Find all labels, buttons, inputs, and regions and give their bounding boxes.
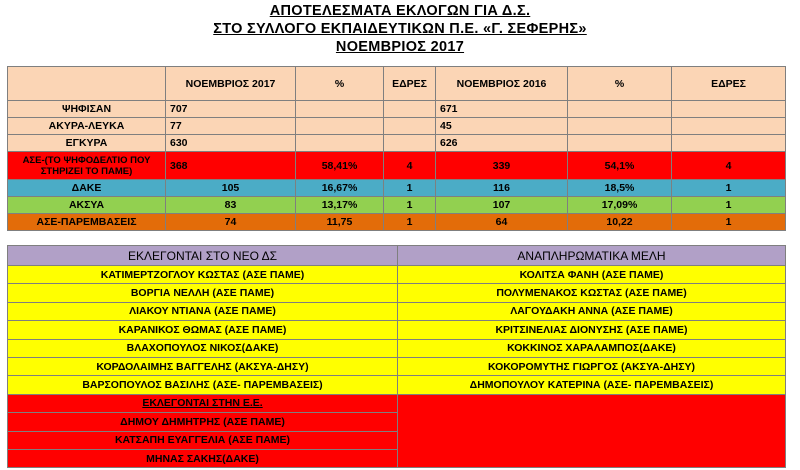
results-header-row xyxy=(8,67,786,101)
seats-2016 xyxy=(672,118,786,135)
substitute-member: ΛΑΓΟΥΔΑΚΗ ΑΝΝΑ (ΑΣΕ ΠΑΜΕ) xyxy=(398,302,786,320)
seats-2017 xyxy=(384,135,436,152)
header-percent-2016: % xyxy=(568,67,672,101)
board-member: ΚΟΡΔΟΛΑΙΜΗΣ ΒΑΓΓΕΛΗΣ (ΑΚΣΥΑ-ΔΗΣΥ) xyxy=(8,357,398,375)
list-item xyxy=(8,321,786,339)
row-label: ΨΗΦΙΣΑΝ xyxy=(8,101,166,118)
row-label: ΔΑΚΕ xyxy=(8,180,166,197)
document-title xyxy=(0,2,800,56)
seats-2016: 4 xyxy=(672,152,786,180)
seats-2017: 1 xyxy=(384,214,436,231)
table-row-ase-pame xyxy=(8,152,786,180)
list-item xyxy=(8,339,786,357)
percent-2016 xyxy=(568,118,672,135)
seats-2017: 4 xyxy=(384,152,436,180)
substitute-member: ΔΗΜΟΠΟΥΛΟΥ ΚΑΤΕΡΙΝΑ (ΑΣΕ- ΠΑΡΕΜΒΑΣΕΙΣ) xyxy=(398,376,786,394)
votes-2017: 83 xyxy=(166,197,296,214)
percent-2017: 11,75 xyxy=(296,214,384,231)
ee-member: ΚΑΤΣΑΠΗ ΕΥΑΓΓΕΛΙΑ (ΑΣΕ ΠΑΜΕ) xyxy=(8,431,398,449)
percent-2016: 54,1% xyxy=(568,152,672,180)
percent-2017: 58,41% xyxy=(296,152,384,180)
row-label: ΑΚΣΥΑ xyxy=(8,197,166,214)
votes-2016: 626 xyxy=(436,135,568,152)
percent-2016: 18,5% xyxy=(568,180,672,197)
results-table xyxy=(7,66,786,231)
votes-2016: 107 xyxy=(436,197,568,214)
percent-2016: 17,09% xyxy=(568,197,672,214)
board-member: ΒΛΑΧΟΠΟΥΛΟΣ ΝΙΚΟΣ(ΔΑΚΕ) xyxy=(8,339,398,357)
seats-2017 xyxy=(384,101,436,118)
percent-2016: 10,22 xyxy=(568,214,672,231)
ee-member: ΜΗΝΑΣ ΣΑΚΗΣ(ΔΑΚΕ) xyxy=(8,449,398,467)
votes-2017: 630 xyxy=(166,135,296,152)
percent-2017: 13,17% xyxy=(296,197,384,214)
percent-2017 xyxy=(296,118,384,135)
votes-2016: 339 xyxy=(436,152,568,180)
table-row xyxy=(8,101,786,118)
header-label xyxy=(8,67,166,101)
seats-2016 xyxy=(672,101,786,118)
list-item xyxy=(8,284,786,302)
votes-2017: 707 xyxy=(166,101,296,118)
members-header-row xyxy=(8,246,786,266)
votes-2016: 671 xyxy=(436,101,568,118)
votes-2016: 45 xyxy=(436,118,568,135)
board-header: ΕΚΛΕΓΟΝΤΑΙ ΣΤΟ ΝΕΟ ΔΣ xyxy=(8,246,398,266)
row-label: ΑΣΕ-(ΤΟ ΨΗΦΟΔΕΛΤΙΟ ΠΟΥ ΣΤΗΡΙΖΕΙ ΤΟ ΠΑΜΕ) xyxy=(8,152,166,180)
members-table xyxy=(7,245,786,468)
seats-2016 xyxy=(672,135,786,152)
header-nov-2016: ΝΟΕΜΒΡΙΟΣ 2016 xyxy=(436,67,568,101)
row-label: ΑΚΥΡΑ-ΛΕΥΚΑ xyxy=(8,118,166,135)
table-row xyxy=(8,118,786,135)
seats-2016: 1 xyxy=(672,180,786,197)
list-item xyxy=(8,376,786,394)
board-member: ΒΟΡΓΙΑ ΝΕΛΛΗ (ΑΣΕ ΠΑΜΕ) xyxy=(8,284,398,302)
substitute-member: ΚΟΚΟΡΟΜΥΤΗΣ ΓΙΩΡΓΟΣ (ΑΚΣΥΑ-ΔΗΣΥ) xyxy=(398,357,786,375)
empty-cell xyxy=(398,394,786,468)
votes-2017: 105 xyxy=(166,180,296,197)
substitute-member: ΠΟΛΥΜΕΝΑΚΟΣ ΚΩΣΤΑΣ (ΑΣΕ ΠΑΜΕ) xyxy=(398,284,786,302)
table-row-dake xyxy=(8,180,786,197)
ee-member: ΔΗΜΟΥ ΔΗΜΗΤΡΗΣ (ΑΣΕ ΠΑΜΕ) xyxy=(8,413,398,431)
substitute-member: ΚΟΛΙΤΣΑ ΦΑΝΗ (ΑΣΕ ΠΑΜΕ) xyxy=(398,266,786,284)
seats-2017: 1 xyxy=(384,197,436,214)
table-row-aksya xyxy=(8,197,786,214)
seats-2016: 1 xyxy=(672,197,786,214)
votes-2016: 116 xyxy=(436,180,568,197)
row-label: ΑΣΕ-ΠΑΡΕΜΒΑΣΕΙΣ xyxy=(8,214,166,231)
row-label: ΕΓΚΥΡΑ xyxy=(8,135,166,152)
percent-2016 xyxy=(568,135,672,152)
title-line-3: ΝΟΕΜΒΡΙΟΣ 2017 xyxy=(335,39,465,55)
title-line-1: ΑΠΟΤΕΛΕΣΜΑΤΑ ΕΚΛΟΓΩΝ ΓΙΑ Δ.Σ. xyxy=(269,3,531,19)
board-member: ΛΙΑΚΟΥ ΝΤΙΑΝΑ (ΑΣΕ ΠΑΜΕ) xyxy=(8,302,398,320)
seats-2016: 1 xyxy=(672,214,786,231)
header-seats-2017: ΕΔΡΕΣ xyxy=(384,67,436,101)
list-item xyxy=(8,302,786,320)
board-member: ΚΑΡΑΝΙΚΟΣ ΘΩΜΑΣ (ΑΣΕ ΠΑΜΕ) xyxy=(8,321,398,339)
substitute-member: ΚΟΚΚΙΝΟΣ ΧΑΡΑΛΑΜΠΟΣ(ΔΑΚΕ) xyxy=(398,339,786,357)
votes-2017: 77 xyxy=(166,118,296,135)
ee-header-row xyxy=(8,394,786,412)
list-item xyxy=(8,357,786,375)
title-line-2: ΣΤΟ ΣΥΛΛΟΓΟ ΕΚΠΑΙΔΕΥΤΙΚΩΝ Π.Ε. «Γ. ΣΕΦΕΡΗΣ» xyxy=(213,21,587,37)
percent-2017 xyxy=(296,101,384,118)
table-row xyxy=(8,135,786,152)
header-percent-2017: % xyxy=(296,67,384,101)
board-member: ΒΑΡΣΟΠΟΥΛΟΣ ΒΑΣΙΛΗΣ (ΑΣΕ- ΠΑΡΕΜΒΑΣΕΙΣ) xyxy=(8,376,398,394)
percent-2017: 16,67% xyxy=(296,180,384,197)
list-item xyxy=(8,266,786,284)
table-row-ase-paremvaseis xyxy=(8,214,786,231)
board-member: ΚΑΤΙΜΕΡΤΖΟΓΛΟΥ ΚΩΣΤΑΣ (ΑΣΕ ΠΑΜΕ) xyxy=(8,266,398,284)
ee-header: ΕΚΛΕΓΟΝΤΑΙ ΣΤΗΝ Ε.Ε. xyxy=(8,394,398,412)
substitute-member: ΚΡΙΤΣΙΝΕΛΙΑΣ ΔΙΟΝΥΣΗΣ (ΑΣΕ ΠΑΜΕ) xyxy=(398,321,786,339)
substitutes-header: ΑΝΑΠΛΗΡΩΜΑΤΙΚΑ ΜΕΛΗ xyxy=(398,246,786,266)
percent-2016 xyxy=(568,101,672,118)
header-seats-2016: ΕΔΡΕΣ xyxy=(672,67,786,101)
percent-2017 xyxy=(296,135,384,152)
seats-2017: 1 xyxy=(384,180,436,197)
votes-2017: 74 xyxy=(166,214,296,231)
votes-2016: 64 xyxy=(436,214,568,231)
votes-2017: 368 xyxy=(166,152,296,180)
header-nov-2017: ΝΟΕΜΒΡΙΟΣ 2017 xyxy=(166,67,296,101)
seats-2017 xyxy=(384,118,436,135)
